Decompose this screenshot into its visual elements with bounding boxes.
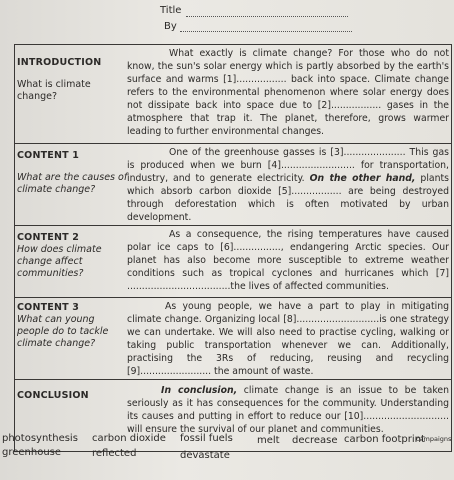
section-heading: CONTENT 3 [17,302,80,313]
word-bank-item: greenhouse [2,447,62,458]
section-paragraph: As a consequence, the rising temperatures have caused polar ice caps to [6]................, endangering Arctic species. Our planet has also become more susceptible to extreme weather conditions such as tropical cyclones and hurricanes which [7] ...................................the lives of affected communities. [127,229,449,292]
paragraph-emphasis: On the other hand, [309,173,416,184]
worksheet-table [14,44,452,452]
section-question: How does climate change affect communities? [17,244,102,279]
by-blank [180,31,352,32]
paragraph-text: One of the greenhouse gasses is [3]..................... This gas is produced when we burn [4]......................... for transportation, industry, and to generate electricity. [127,147,449,184]
title-label: Title [160,5,182,16]
section-heading: INTRODUCTION [17,57,102,68]
section-question: What are the causes of climate change? [17,172,128,195]
section-paragraph: As young people, we have a part to play in mitigating climate change. Organizing local [8]............................is one strategy we can undertake. We will also need to practise cycling, walking or taking public transportation whenever we can. Additionally, practising the 3Rs of reducing, reusing and recycling [9]........................ the amount of waste. [127,301,449,377]
section-question: What is climate change? [17,79,91,102]
word-bank-item: carbon footprint [344,434,425,445]
word-bank-item: devastate [180,450,230,461]
word-bank-item: fossil fuels [180,433,233,444]
by-label: By [164,21,177,32]
word-bank-item: reflected [92,448,137,459]
section-question: What can young people do to tackle climate change? [17,314,109,349]
section-content-2 [15,225,451,297]
paragraph-text: climate change is an issue to be taken seriously as it has consequences for the community. Understanding its causes and putting in effort to reduce our [10]............................. will ensure the survival of our planet and communities. [127,385,449,435]
section-paragraph: What exactly is climate change? For those who do not know, the sun's solar energy which is partly absorbed by the earth's surface and warms [1]................. back into space. Climate change refers to the environmental phenomenon where solar energy does not dissipate back into space due to [2]................. gases in the atmosphere that trap it. The planet, therefore, grows warmer leading to further environmental changes. [127,48,449,137]
word-bank-item: carbon dioxide [92,433,166,444]
section-heading: CONCLUSION [17,390,89,401]
section-paragraph [127,146,449,224]
section-heading: CONTENT 1 [17,150,80,161]
section-heading: CONTENT 2 [17,232,80,243]
word-bank-item: melt [257,435,280,446]
title-blank [186,16,348,17]
section-content-1 [15,143,451,225]
word-bank-item: campaigns [416,435,452,443]
section-introduction [15,45,451,143]
section-content-3 [15,297,451,379]
paragraph-text: plants which absorb carbon dioxide [5]................. are being destroyed through deforestation which is often motivated by urban development. [127,173,449,223]
word-bank-item: photosynthesis [2,433,78,444]
paragraph-emphasis: In conclusion, [161,385,238,396]
word-bank-item: decrease [292,435,338,446]
